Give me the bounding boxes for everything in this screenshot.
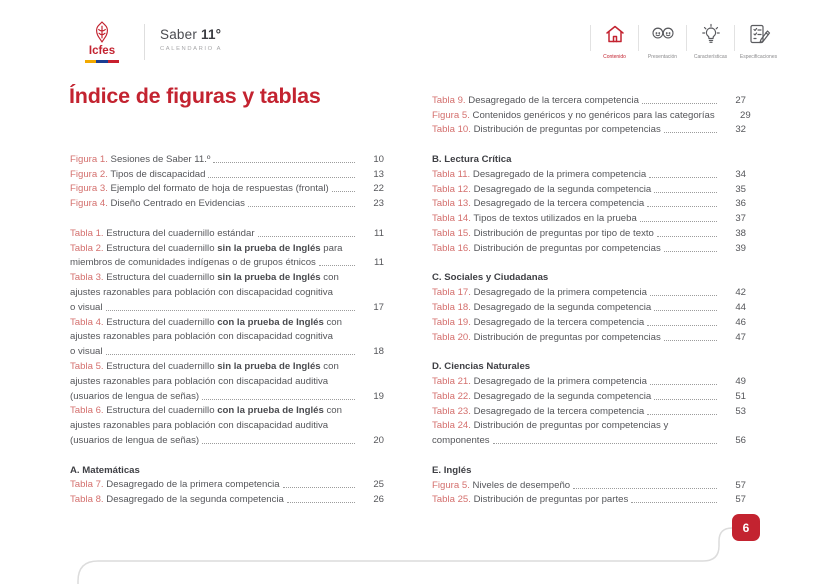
toc-entry-normal: Tipos de textos utilizados en la prueba	[470, 213, 637, 225]
dot-leader	[208, 177, 355, 178]
toc-entry-text	[70, 317, 342, 328]
toc-entry-prefix: Tabla 23.	[432, 405, 471, 417]
toc-page-number: 10	[373, 153, 384, 165]
toc-entry[interactable]	[70, 298, 384, 313]
toc-entry-bold: sin la prueba de Inglés	[217, 360, 321, 372]
toc-entry-normal: Distribución de preguntas por competencias y	[470, 420, 669, 432]
dot-leader	[664, 340, 717, 341]
header-divider	[144, 24, 145, 60]
toc-entry-normal: Desagregado de la segunda competencia	[470, 390, 652, 402]
dot-leader	[319, 265, 355, 266]
toc-entry-text	[70, 228, 255, 239]
toc-entry-bold: con la prueba de Inglés	[217, 405, 324, 417]
toc-page-number: 13	[373, 168, 384, 180]
toc-entry-prefix: Tabla 19.	[432, 316, 471, 328]
toc-entry-text	[432, 287, 647, 298]
toc-entry-text	[432, 480, 570, 491]
icfes-emblem-icon	[72, 20, 132, 44]
clipboard-pencil-icon	[746, 22, 772, 51]
toc-entry-prefix: Tabla 4.	[70, 316, 104, 328]
toc-entry-prefix: Tabla 13.	[432, 198, 471, 210]
icfes-logo	[72, 20, 132, 63]
toc-entry-text	[432, 302, 651, 313]
toc-entry-text	[70, 420, 328, 431]
toc-entry-text	[432, 391, 651, 402]
dot-leader	[664, 251, 717, 252]
toc-gap	[70, 209, 384, 224]
toc-page-number: 35	[735, 183, 746, 195]
toc-column-right	[432, 91, 751, 506]
toc-entry[interactable]	[70, 150, 384, 165]
dot-leader	[650, 295, 717, 296]
dot-leader	[654, 192, 717, 193]
toc-entry-prefix: Tabla 2.	[70, 242, 104, 254]
nav-item-caracteristicas[interactable]	[687, 22, 734, 60]
toc-entry[interactable]	[70, 402, 384, 417]
toc-entry-normal: ajustes razonables para población con discapacidad cognitiva	[70, 286, 333, 298]
toc-entry-text	[432, 243, 661, 254]
toc-entry[interactable]	[432, 165, 746, 180]
toc-page-number: 36	[735, 198, 746, 210]
toc-page-number: 57	[735, 494, 746, 506]
toc-entry[interactable]	[432, 121, 746, 136]
toc-entry-text	[432, 494, 628, 505]
toc-entry[interactable]	[432, 328, 746, 343]
dot-leader	[202, 399, 355, 400]
toc-entry-text	[70, 287, 333, 298]
saber-number: 11°	[200, 27, 222, 42]
toc-entry[interactable]	[432, 195, 746, 210]
toc-entry-normal: Distribución de preguntas por tipo de texto	[470, 227, 654, 239]
toc-entry[interactable]	[432, 372, 746, 387]
toc-entry-normal: Desagregado de la segunda competencia	[470, 301, 652, 313]
toc-section-header: D. Ciencias Naturales	[432, 361, 531, 373]
toc-entry[interactable]	[70, 416, 384, 431]
product-title	[160, 27, 222, 52]
toc-entry[interactable]	[432, 431, 746, 446]
toc-entry[interactable]	[70, 254, 384, 269]
toc-page-number: 32	[735, 124, 746, 136]
toc-entry-normal: Estructura del cuadernillo	[103, 360, 218, 372]
toc-entry-normal: Diseño Centrado en Evidencias	[107, 198, 245, 210]
dot-leader	[664, 132, 717, 133]
toc-entry-normal: o visual	[70, 301, 103, 313]
home-icon	[603, 22, 627, 51]
toc-entry-prefix: Figura 5.	[432, 479, 470, 491]
toc-gap	[432, 135, 746, 150]
toc-entry[interactable]	[70, 194, 384, 209]
toc-entry-normal: Sesiones de Saber 11.º	[107, 153, 211, 165]
page-title: Índice de figuras y tablas	[69, 84, 321, 108]
toc-entry-bold: sin la prueba de Inglés	[217, 242, 321, 254]
toc-entry[interactable]	[432, 180, 746, 195]
toc-entry-text	[70, 435, 199, 446]
toc-page-number: 51	[735, 390, 746, 402]
toc-entry-bold: con la prueba de Inglés	[217, 316, 324, 328]
dot-leader	[202, 443, 355, 444]
toc-page-number: 17	[373, 301, 384, 313]
toc-entry-prefix: Tabla 7.	[70, 479, 104, 491]
toc-entry-text	[70, 302, 103, 313]
toc-entry-normal: Distribución de preguntas por competencias	[470, 331, 661, 343]
toc-page-number: 47	[735, 331, 746, 343]
toc-entry-text	[432, 95, 639, 106]
toc-entry-normal: con	[320, 360, 339, 372]
nav-item-especificaciones[interactable]	[735, 22, 782, 60]
toc-entry-prefix: Figura 1.	[70, 153, 108, 165]
toc-entry-prefix: Tabla 8.	[70, 494, 104, 506]
toc-entry-text	[432, 317, 644, 328]
toc-entry[interactable]	[432, 491, 746, 506]
toc-section-header: B. Lectura Crítica	[432, 153, 512, 165]
toc-page-number: 46	[735, 316, 746, 328]
toc-entry-prefix: Tabla 20.	[432, 331, 471, 343]
dot-leader	[647, 206, 717, 207]
toc-entry-text	[432, 435, 490, 446]
toc-entry-text	[70, 405, 342, 416]
toc-entry-normal: Ejemplo del formato de hoja de respuestas (frontal)	[107, 183, 329, 195]
toc-entry-prefix: Figura 2.	[70, 168, 108, 180]
toc-entry[interactable]	[70, 165, 384, 180]
toc-page-number: 34	[735, 168, 746, 180]
toc-entry-text	[432, 198, 644, 209]
toc-entry-normal: Desagregado de la tercera competencia	[465, 94, 639, 106]
toc-entry-text	[432, 420, 668, 431]
toc-entry-prefix: Tabla 6.	[70, 405, 104, 417]
toc-page-number: 25	[373, 479, 384, 491]
toc-entry-normal: Desagregado de la segunda competencia	[470, 183, 652, 195]
toc-entry-normal: ajustes razonables para población con discapacidad auditiva	[70, 375, 329, 387]
toc-entry-prefix: Tabla 16.	[432, 242, 471, 254]
toc-page-number: 22	[373, 183, 384, 195]
toc-entry[interactable]	[70, 224, 384, 239]
bulb-icon	[699, 22, 723, 51]
toc-entry-normal: Distribución de preguntas por competencias	[470, 242, 661, 254]
toc-entry[interactable]	[432, 239, 746, 254]
toc-page-number: 26	[373, 494, 384, 506]
dot-leader	[642, 103, 717, 104]
toc-entry-prefix: Tabla 18.	[432, 301, 471, 313]
toc-entry-text	[432, 406, 644, 417]
dot-leader	[654, 399, 717, 400]
toc-entry-normal: o visual	[70, 346, 103, 358]
toc-entry-text	[70, 272, 339, 283]
toc-entry-text	[70, 169, 205, 180]
toc-entry-normal: Distribución de preguntas por competencias	[470, 124, 661, 136]
toc-entry[interactable]	[70, 476, 384, 491]
toc-entry-normal: Niveles de desempeño	[469, 479, 571, 491]
toc-entry-normal: miembros de comunidades indígenas o de grupos étnicos	[70, 257, 316, 269]
toc-page-number: 57	[735, 479, 746, 491]
icfes-logo-text: Icfes	[88, 45, 116, 57]
saber-word: Saber	[160, 27, 198, 42]
toc-entry-prefix: Tabla 24.	[432, 420, 471, 432]
toc-gap	[70, 446, 384, 461]
dot-leader	[332, 191, 355, 192]
nav-bar	[590, 22, 782, 60]
dot-leader	[640, 221, 717, 222]
toc-entry-normal: Distribución de preguntas por partes	[470, 494, 629, 506]
toc-gap	[432, 254, 746, 269]
dot-leader	[649, 177, 717, 178]
toc-entry-normal: ajustes razonables para población con discapacidad cognitiva	[70, 331, 333, 343]
saber-title	[160, 27, 222, 42]
toc-entry-prefix: Tabla 5.	[70, 360, 104, 372]
toc-entry-text	[70, 257, 316, 268]
toc-page-number: 42	[735, 287, 746, 299]
toc-entry-normal: con	[323, 316, 342, 328]
toc-entry-prefix: Tabla 3.	[70, 272, 104, 284]
toc-entry[interactable]	[70, 268, 384, 283]
toc-entry[interactable]	[70, 313, 384, 328]
toc-page-number: 53	[735, 405, 746, 417]
toc-entry-prefix: Figura 5.	[432, 109, 470, 121]
toc-entry-prefix: Tabla 11.	[432, 168, 471, 180]
header	[0, 0, 828, 70]
toc-entry-prefix: Tabla 15.	[432, 227, 471, 239]
toc-entry-normal: para	[320, 242, 343, 254]
toc-entry-normal: Desagregado de la tercera competencia	[470, 316, 645, 328]
toc-entry[interactable]	[70, 239, 384, 254]
dot-leader	[106, 354, 355, 355]
toc-entry[interactable]	[432, 417, 746, 432]
page-number-badge: 6	[732, 514, 760, 541]
toc-entry[interactable]	[432, 298, 746, 313]
toc-entry[interactable]	[432, 209, 746, 224]
toc-page-number: 20	[373, 434, 384, 446]
toc-entry[interactable]	[70, 283, 384, 298]
toc-page-number: 23	[373, 198, 384, 210]
nav-item-presentacion[interactable]	[639, 22, 686, 60]
dot-leader	[213, 162, 355, 163]
toc-entry-prefix: Tabla 25.	[432, 494, 471, 506]
toc-entry[interactable]	[432, 283, 746, 298]
toc-page-number: 27	[735, 94, 746, 106]
toc-page-number: 44	[735, 301, 746, 313]
people-icon	[649, 22, 677, 51]
dot-leader	[650, 384, 717, 385]
nav-label: Presentación	[647, 54, 678, 60]
toc-entry-normal: Desagregado de la tercera competencia	[470, 198, 645, 210]
toc-entry-prefix: Tabla 14.	[432, 213, 471, 225]
toc-entry-text	[70, 391, 199, 402]
toc-entry[interactable]	[432, 106, 751, 121]
toc-entry-text	[432, 213, 637, 224]
toc-entry-prefix: Tabla 10.	[432, 124, 471, 136]
toc-entry-prefix: Figura 3.	[70, 183, 108, 195]
dot-leader	[248, 206, 355, 207]
toc-entry[interactable]	[432, 387, 746, 402]
toc-gap	[432, 446, 746, 461]
toc-entry-normal: Desagregado de la primera competencia	[470, 168, 647, 180]
nav-label: Contenido	[603, 54, 626, 60]
dot-leader	[283, 487, 355, 488]
dot-leader	[647, 414, 717, 415]
toc-entry-text	[70, 331, 333, 342]
toc-entry-prefix: Tabla 22.	[432, 390, 471, 402]
toc-entry-normal: Estructura del cuadernillo	[103, 405, 218, 417]
toc-entry-normal: Estructura del cuadernillo	[103, 242, 218, 254]
dot-leader	[287, 502, 355, 503]
toc-page-number: 39	[735, 242, 746, 254]
toc-entry[interactable]	[70, 387, 384, 402]
toc-page-number: 49	[735, 375, 746, 387]
dot-leader	[657, 236, 717, 237]
toc-entry-normal: Contenidos genéricos y no genéricos para las categorías	[469, 109, 715, 121]
toc-entry-text	[432, 110, 715, 121]
toc-entry[interactable]	[432, 91, 746, 106]
toc-page-number: 18	[373, 346, 384, 358]
toc-entry-normal: Tipos de discapacidad	[107, 168, 206, 180]
toc-entry-normal: con	[320, 272, 339, 284]
toc-entry-prefix: Tabla 21.	[432, 375, 471, 387]
dot-leader	[631, 502, 717, 503]
toc-section-header: E. Inglés	[432, 464, 472, 476]
toc-entry[interactable]	[70, 342, 384, 357]
toc-entry[interactable]	[70, 372, 384, 387]
colombia-flag-bar	[85, 60, 119, 63]
toc-entry-normal: (usuarios de lengua de señas)	[70, 390, 200, 402]
toc-section-header: A. Matemáticas	[70, 464, 140, 476]
toc-page-number: 11	[374, 257, 384, 269]
nav-label: Especificaciones	[739, 54, 778, 60]
toc-entry-text	[432, 376, 647, 387]
nav-label: Características	[693, 54, 728, 60]
toc-page-number: 29	[740, 109, 751, 121]
toc-entry-text	[432, 332, 661, 343]
toc-entry-normal: Estructura del cuadernillo	[103, 316, 218, 328]
toc-entry[interactable]	[432, 476, 746, 491]
dot-leader	[654, 310, 717, 311]
toc-entry-normal: con	[323, 405, 342, 417]
toc-page-number: 38	[735, 227, 746, 239]
toc-column-left	[70, 150, 384, 505]
toc-entry-bold: sin la prueba de Inglés	[217, 272, 321, 284]
toc-entry-normal: (usuarios de lengua de señas)	[70, 434, 200, 446]
toc-entry-normal: Desagregado de la tercera competencia	[470, 405, 645, 417]
toc-entry-text	[70, 376, 328, 387]
toc-entry[interactable]	[432, 402, 746, 417]
toc-entry[interactable]	[70, 431, 384, 446]
calendario-label: CALENDARIO A	[160, 46, 223, 52]
toc-entry-text	[432, 184, 651, 195]
toc-entry-normal: Estructura del cuadernillo	[103, 272, 218, 284]
dot-leader	[647, 325, 717, 326]
toc-entry-text	[70, 154, 210, 165]
toc-entry-text	[432, 228, 654, 239]
toc-entry[interactable]	[70, 180, 384, 195]
toc-entry[interactable]	[432, 224, 746, 239]
toc-section-header: C. Sociales y Ciudadanas	[432, 272, 549, 284]
toc-gap	[432, 343, 746, 358]
toc-page-number: 37	[735, 213, 746, 225]
dot-leader	[493, 443, 717, 444]
toc-page-number: 19	[373, 390, 384, 402]
toc-entry-prefix: Tabla 12.	[432, 183, 471, 195]
toc-entry-normal: componentes	[432, 435, 490, 447]
toc-entry-text	[70, 183, 329, 194]
toc-entry-normal: Desagregado de la primera competencia	[470, 287, 647, 299]
toc-entry-normal: Desagregado de la primera competencia	[103, 479, 280, 491]
toc-entry-text	[70, 346, 103, 357]
dot-leader	[258, 236, 355, 237]
toc-entry-normal: ajustes razonables para población con discapacidad auditiva	[70, 420, 329, 432]
dot-leader	[573, 488, 717, 489]
toc-entry-text	[70, 243, 343, 254]
toc-entry-text	[70, 361, 339, 372]
toc-entry-prefix: Tabla 1.	[70, 227, 104, 239]
toc-entry-prefix: Figura 4.	[70, 198, 108, 210]
toc-entry-text	[70, 494, 284, 505]
toc-entry-prefix: Tabla 9.	[432, 94, 466, 106]
toc-page-number: 11	[374, 227, 384, 239]
toc-entry-prefix: Tabla 17.	[432, 287, 471, 299]
toc-entry-normal: Desagregado de la segunda competencia	[103, 494, 284, 506]
toc-entry[interactable]	[70, 357, 384, 372]
toc-entry[interactable]	[70, 328, 384, 343]
toc-entry[interactable]	[70, 490, 384, 505]
dot-leader	[106, 310, 355, 311]
toc-entry-text	[432, 124, 661, 135]
toc-entry-normal: Estructura del cuadernillo estándar	[103, 227, 255, 239]
toc-entry-text	[70, 479, 280, 490]
toc-entry-normal: Desagregado de la primera competencia	[470, 375, 647, 387]
toc-entry-text	[70, 198, 245, 209]
toc-page-number: 56	[735, 435, 746, 447]
nav-item-contenido[interactable]	[591, 22, 638, 60]
toc-entry-text	[432, 169, 646, 180]
toc-entry[interactable]	[432, 313, 746, 328]
